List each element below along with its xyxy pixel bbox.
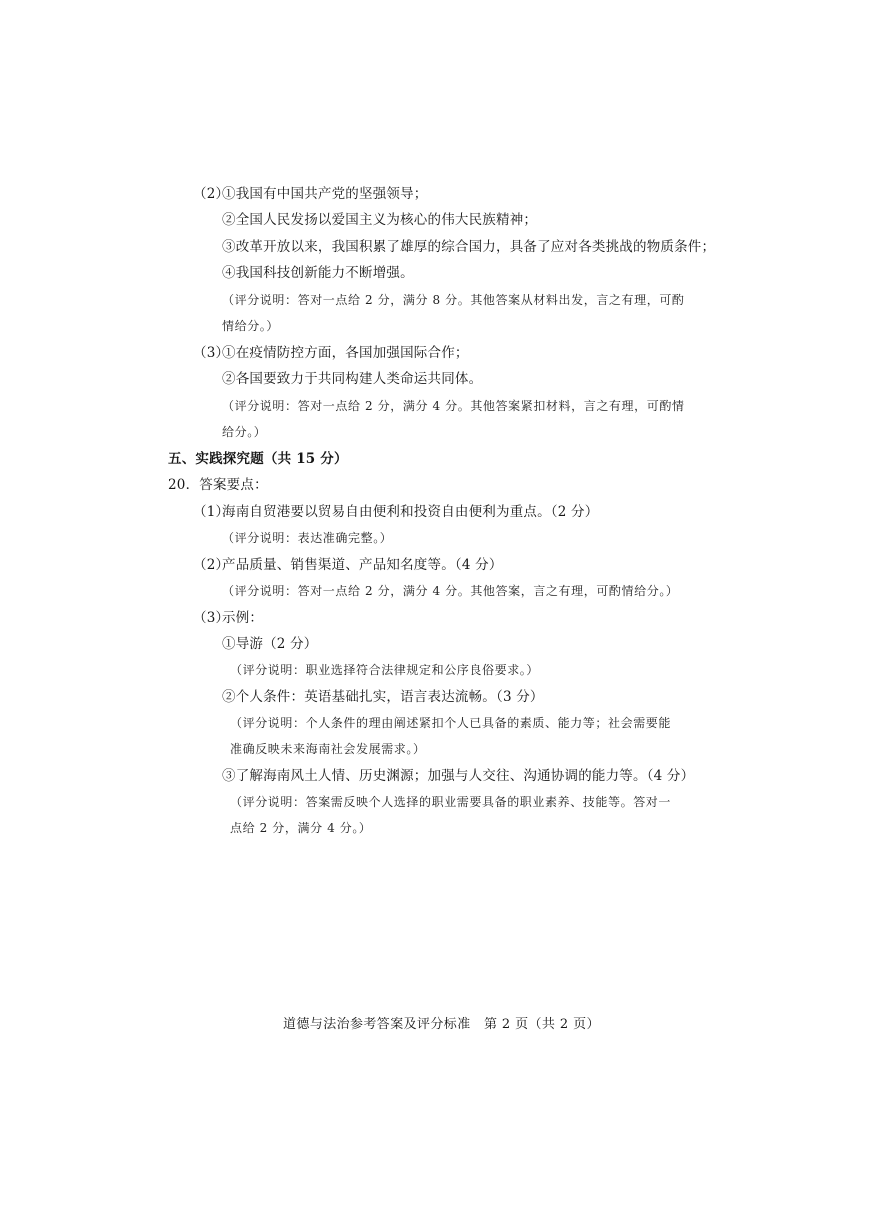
q20-1-answer: 海南自贸港要以贸易自由便利和投资自由便利为重点。（2 分） xyxy=(222,504,599,520)
q19-2-point-1: ①我国有中国共产党的坚强领导； xyxy=(222,186,428,202)
q20-2-answer: 产品质量、销售渠道、产品知名度等。（4 分） xyxy=(222,557,503,573)
q20-3-item-2: ②个人条件：英语基础扎实，语言表达流畅。（3 分） xyxy=(222,689,544,705)
section-5-heading: 五、实践探究题（共 15 分） xyxy=(168,451,348,467)
q19-2-note-line-2: 情给分。） xyxy=(222,319,280,333)
q20-3-item-3-note-line-1: （评分说明：答案需反映个人选择的职业需要具备的职业素养、技能等。答对一 xyxy=(230,795,672,809)
q19-2-point-4: ④我国科技创新能力不断增强。 xyxy=(222,265,414,281)
q19-3-point-1: ①在疫情防控方面，各国加强国际合作； xyxy=(222,345,469,361)
q20-intro: 20．答案要点： xyxy=(168,477,268,493)
q20-2-number: （2） xyxy=(193,557,230,573)
q20-3-item-1-note: （评分说明：职业选择符合法律规定和公序良俗要求。） xyxy=(230,663,540,677)
q20-3-item-3: ③了解海南风土人情、历史渊源；加强与人交往、沟通协调的能力等。（4 分） xyxy=(222,768,695,784)
q19-3-note-line-1: （评分说明：答对一点给 2 分，满分 4 分。其他答案紧扣材料，言之有理，可酌情 xyxy=(222,399,685,413)
q19-2-point-3: ③改革开放以来，我国积累了雄厚的综合国力，具备了应对各类挑战的物质条件； xyxy=(222,239,716,255)
q19-2-number: （2） xyxy=(193,186,230,202)
q19-3-point-2: ②各国要致力于共同构建人类命运共同体。 xyxy=(222,371,483,387)
q20-3-item-2-note-line-1: （评分说明：个人条件的理由阐述紧扣个人已具备的素质、能力等；社会需要能 xyxy=(230,716,672,730)
q20-2-note: （评分说明：答对一点给 2 分，满分 4 分。其他答案，言之有理，可酌情给分。） xyxy=(222,584,679,598)
q20-3-item-1: ①导游（2 分） xyxy=(222,636,318,652)
page-footer: 道德与法治参考答案及评分标准 第 2 页（共 2 页） xyxy=(283,1017,600,1032)
q20-3-item-3-note-line-2: 点给 2 分，满分 4 分。） xyxy=(230,821,372,835)
q20-3-item-2-note-line-2: 准确反映未来海南社会发展需求。） xyxy=(230,742,426,756)
q20-3-label: 示例： xyxy=(222,610,264,626)
q19-2-point-2: ②全国人民发扬以爱国主义为核心的伟大民族精神； xyxy=(222,212,538,228)
q20-1-number: （1） xyxy=(193,504,230,520)
q19-3-note-line-2: 给分。） xyxy=(222,425,267,439)
q19-3-number: （3） xyxy=(193,345,230,361)
q20-1-note: （评分说明：表达准确完整。） xyxy=(222,531,393,545)
q19-2-note-line-1: （评分说明：答对一点给 2 分，满分 8 分。其他答案从材料出发，言之有理，可酌 xyxy=(222,293,685,307)
q20-3-number: （3） xyxy=(193,610,230,626)
